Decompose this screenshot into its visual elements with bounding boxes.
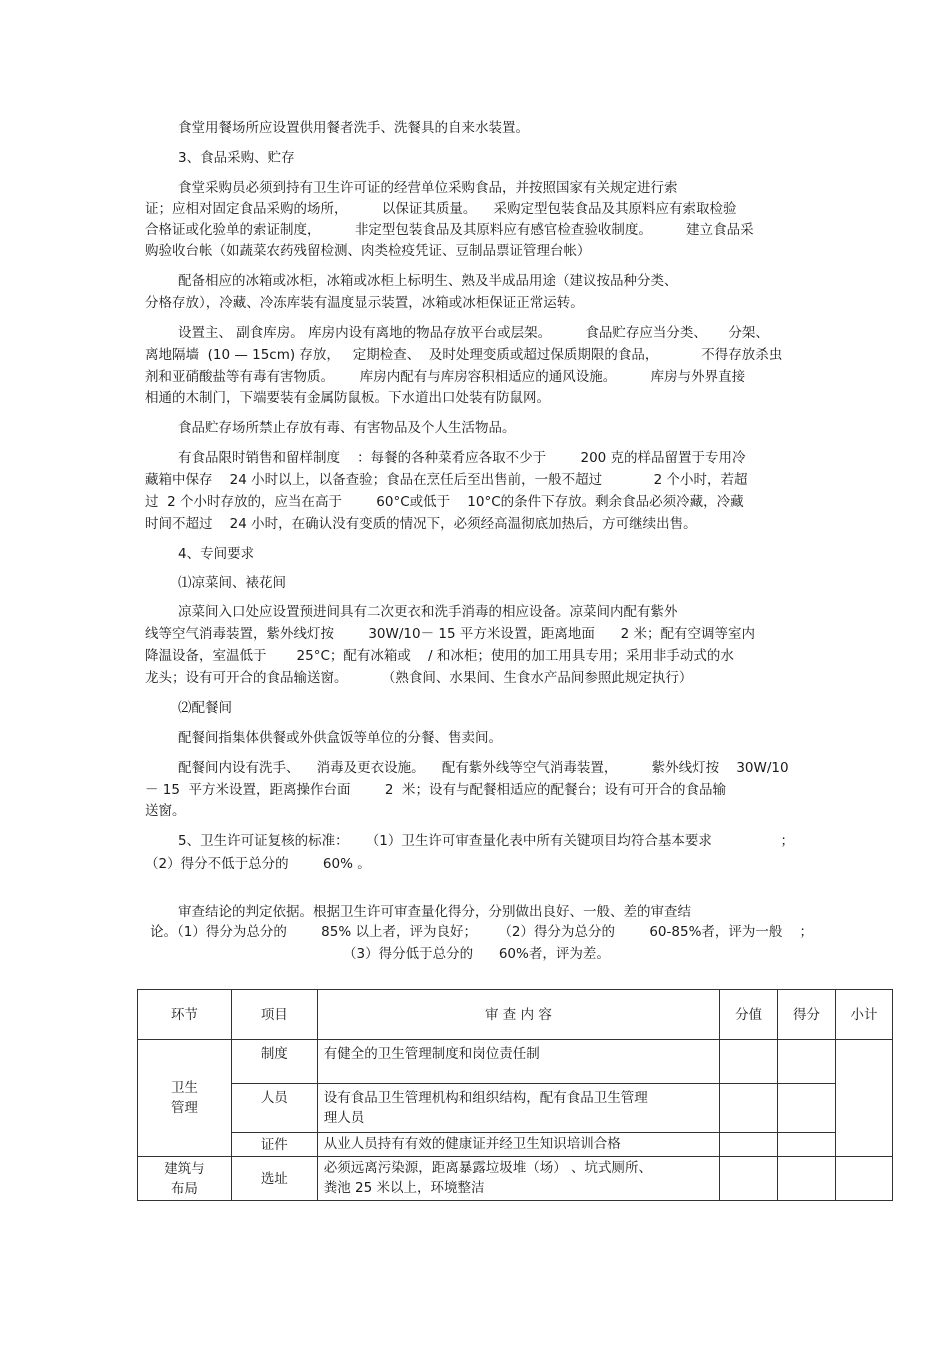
paragraph-line: 食堂用餐场所应设置供用餐者洗手、洗餐具的自来水装置。 (178, 120, 529, 136)
content-text: 必须远离污染源，距离暴露垃圾堆（场） 、坑式厕所、 粪池 25 米以上，环境整洁 (323, 1160, 653, 1196)
header-score-value: 分值 (720, 990, 778, 1040)
content-text: 设有食品卫生管理机构和组织结构，配有食品卫生管理 理人员 (323, 1090, 648, 1126)
subtotal-cell (836, 1157, 893, 1201)
table-row (138, 1084, 893, 1133)
score-cell (778, 1133, 836, 1157)
paragraph-line: 线等空气消毒装置，紫外线灯按 30W/10－ 15 平方米设置，距离地面 2 米；配有空调等室内 (145, 626, 755, 642)
item-cell: 选址 (231, 1157, 317, 1201)
paragraph-line: 合格证或化验单的索证制度， 非定型包装食品及其原料应有感官检查验收制度。 建立食品采 (145, 222, 754, 238)
paragraph-line: 食品贮存场所禁止存放有毒、有害物品及个人生活物品。 (178, 420, 516, 436)
paragraph-line: 分格存放），冷藏、冷冻库装有温度显示装置，冰箱或冰柜保证正常运转。 (145, 295, 584, 311)
table-row (138, 1040, 893, 1084)
content-cell (317, 1084, 719, 1133)
content-cell: 从业人员持有有效的健康证并经卫生知识培训合格 (317, 1133, 719, 1157)
paragraph-line: 过 2 个小时存放的，应当在高于 60°C或低于 10°C的条件下存放。剩余食品必须冷藏，冷藏 (145, 494, 744, 510)
paragraph-line: 5、卫生许可证复核的标准： （1）卫生许可审查量化表中所有关键项目均符合基本要求 ； (178, 833, 795, 849)
subsection-heading: ⑴凉菜间、裱花间 (178, 575, 286, 591)
item-cell: 制度 (231, 1040, 317, 1084)
paragraph-line: 配餐间指集体供餐或外供盒饭等单位的分餐、售卖间。 (178, 730, 502, 746)
paragraph-line: 龙头；设有可开合的食品输送窗。 （熟食间、水果间、生食水产品间参照此规定执行） (145, 670, 693, 686)
header-subtotal: 小计 (836, 990, 893, 1040)
section-label: 卫生 管理 (170, 1080, 198, 1116)
paragraph-line: 时间不超过 24 小时，在确认没有变质的情况下，必须经高温彻底加热后，方可继续出售。 (145, 516, 697, 532)
paragraph-line: 设置主、 副食库房。 库房内设有离地的物品存放平台或层架。 食品贮存应当分类、 分架、 (178, 325, 769, 341)
paragraph-line: 证；应相对固定食品采购的场所， 以保证其质量。 采购定型包装食品及其原料应有索取检验 (145, 201, 737, 217)
paragraph-line: 离地隔墙 (10 — 15cm) 存放， 定期检查、 及时处理变质或超过保质期限的食品， 不得存放杀虫 (145, 347, 783, 363)
paragraph-line: 审查结论的判定依据。根据卫生许可审查量化得分，分别做出良好、一般、差的审查结 (178, 904, 691, 920)
section-heading: 3、食品采购、贮存 (178, 150, 295, 166)
paragraph-line: （2）得分不低于总分的 60% 。 (145, 856, 371, 872)
score-cell (778, 1040, 836, 1084)
content-cell (317, 1157, 719, 1201)
paragraph-line: － 15 平方米设置，距离操作台面 2 米；设有与配餐相适应的配餐台；设有可开合的食品输 (145, 782, 727, 798)
header-score: 得分 (778, 990, 836, 1040)
paragraph-line: 食堂采购员必须到持有卫生许可证的经营单位采购食品，并按照国家有关规定进行索 (178, 180, 678, 196)
paragraph-line: 配餐间内设有洗手、 消毒及更衣设施。 配有紫外线等空气消毒装置， 紫外线灯按 30W/10 (178, 760, 789, 776)
score-value-cell (720, 1084, 778, 1133)
item-cell: 人员 (231, 1084, 317, 1133)
paragraph-line: 论。（1）得分为总分的 85% 以上者，评为良好； （2）得分为总分的 60-85%者，评为一般 ； (150, 924, 814, 940)
score-value-cell (720, 1133, 778, 1157)
paragraph-line: 购验收台帐（如蔬菜农药残留检测、肉类检疫凭证、豆制品票证管理台帐） (145, 243, 591, 259)
score-value-cell (720, 1040, 778, 1084)
score-cell (778, 1084, 836, 1133)
paragraph-line: 降温设备，室温低于 25°C；配有冰箱或 / 和冰柜；使用的加工用具专用；采用非手动式的水 (145, 648, 734, 664)
score-cell (778, 1157, 836, 1201)
section-cell (138, 1040, 232, 1157)
section-heading: 4、专间要求 (178, 546, 255, 562)
subsection-heading: ⑵配餐间 (178, 700, 232, 716)
section-cell (138, 1157, 232, 1201)
header-content: 审 查 内 容 (317, 990, 719, 1040)
paragraph-line: 送窗。 (145, 803, 186, 819)
paragraph-line: 藏箱中保存 24 小时以上，以备查验；食品在烹任后至出售前，一般不超过 2 个小时，若超 (145, 472, 748, 488)
table-header-row (138, 990, 893, 1040)
header-section: 环节 (138, 990, 232, 1040)
content-cell: 有健全的卫生管理制度和岗位责任制 (317, 1040, 719, 1084)
header-item: 项目 (231, 990, 317, 1040)
score-value-cell (720, 1157, 778, 1201)
paragraph-line: 有食品限时销售和留样制度 ：每餐的各种菜肴应各取不少于 200 克的样品留置于专用冷 (178, 450, 746, 466)
paragraph-line: 凉菜间入口处应设置预进间具有二次更衣和洗手消毒的相应设备。凉菜间内配有紫外 (178, 604, 678, 620)
paragraph-line: 剂和亚硝酸盐等有毒有害物质。 库房内配有与库房容积相适应的通风设施。 库房与外界直接 (145, 369, 746, 385)
item-cell: 证件 (231, 1133, 317, 1157)
subtotal-cell (836, 1040, 893, 1157)
paragraph-line: 配备相应的冰箱或冰柜，冰箱或冰柜上标明生、熟及半成品用途（建议按品种分类、 (178, 273, 678, 289)
paragraph-line: （3）得分低于总分的 60%者，评为差。 (343, 946, 610, 962)
table-row (138, 1133, 893, 1157)
table-row (138, 1157, 893, 1201)
paragraph-line: 相通的木制门，下端要装有金属防鼠板。下水道出口处装有防鼠网。 (145, 390, 550, 406)
section-label: 建筑与 布局 (164, 1160, 205, 1197)
review-table (137, 989, 893, 1201)
